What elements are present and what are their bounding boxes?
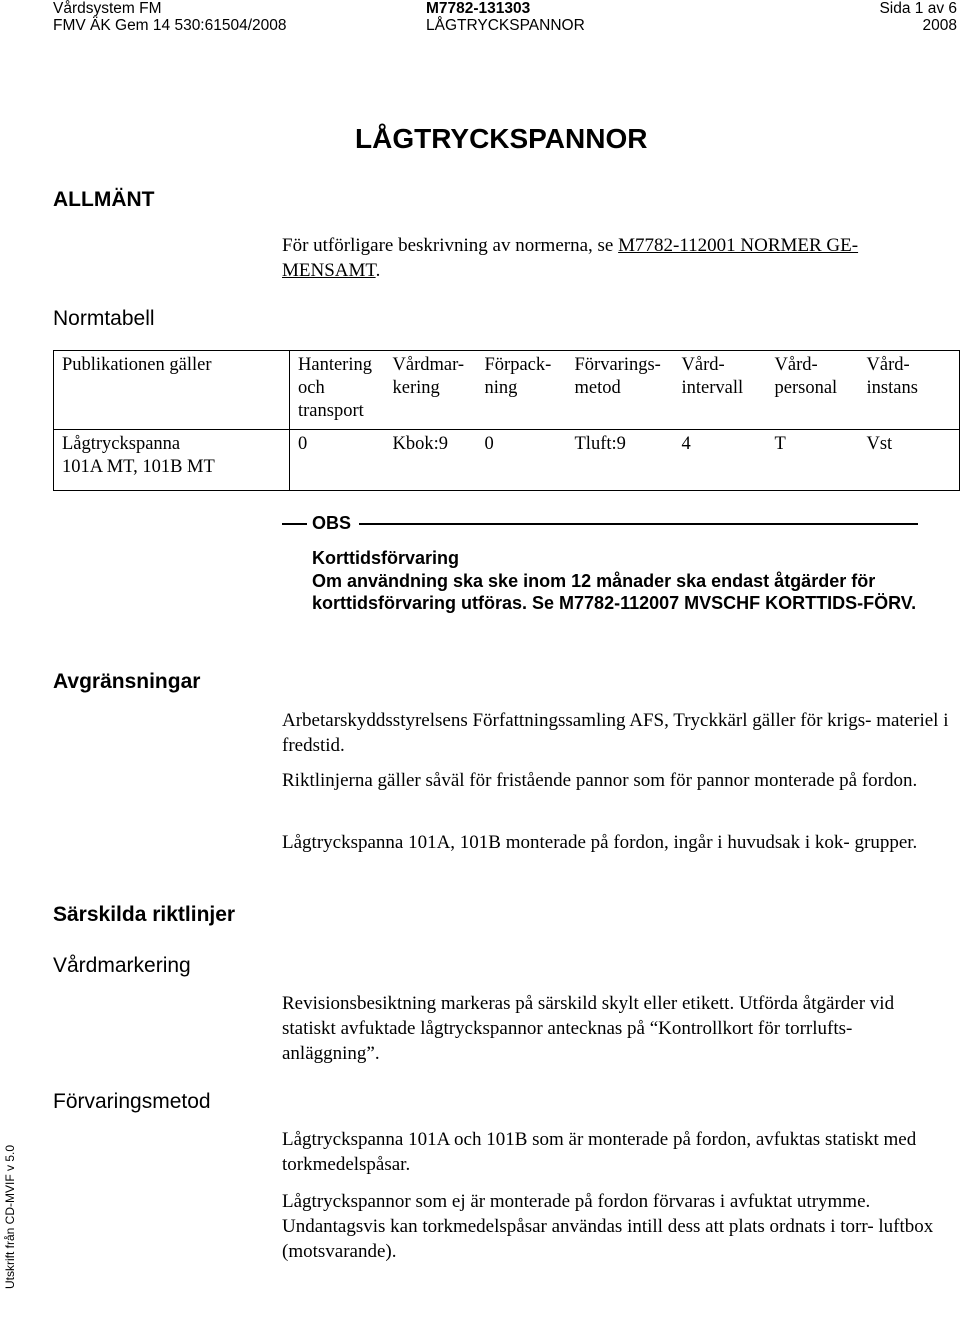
- forvaringsmetod-p2: Lågtryckspannor som ej är monterade på fordon förvaras i avfuktat utrymme. Undantagsvis kan torkmedelspåsar användas intill dess att plats ordnats i torr- luftbox (motsvarande).: [282, 1191, 934, 1262]
- obs-box: [312, 547, 932, 615]
- table-cell-forpackning: 0: [477, 430, 567, 491]
- table-cell-forvaringsmetod: Tluft:9: [567, 430, 674, 491]
- header-doc-title: LÅGTRYCKSPANNOR: [426, 17, 585, 34]
- table-cell-vardinstans: Vst: [859, 430, 960, 491]
- table-header-hantering: Hantering och transport: [290, 351, 385, 430]
- header-doc-number: M7782-131303: [426, 0, 531, 17]
- table-header-forvaringsmetod: Förvarings- metod: [567, 351, 674, 430]
- table-header-row: [54, 351, 960, 430]
- normer-link[interactable]: M7782-112001 NORMER GE-: [618, 235, 859, 256]
- table-cell-vardpersonal: T: [767, 430, 859, 491]
- avgransningar-p2: Riktlinjerna gäller såväl för fristående pannor som för pannor monterade på fordon.: [282, 770, 918, 791]
- header-page: Sida 1 av 6: [879, 0, 957, 17]
- header-system: Vårdsystem FM: [53, 0, 162, 17]
- section-vardmarkering: Vårdmarkering: [53, 954, 191, 977]
- allmant-text-end: .: [375, 260, 381, 281]
- obs-rule-left: [282, 523, 307, 525]
- table-cell-pub-line1: Lågtryckspanna: [62, 434, 181, 454]
- normer-link-cont[interactable]: MENSAMT: [282, 260, 376, 281]
- table-cell-pub: [54, 430, 290, 491]
- table-header-vardpersonal: Vård- personal: [767, 351, 859, 430]
- obs-heading: Korttidsförvaring: [312, 548, 460, 568]
- section-forvaringsmetod: Förvaringsmetod: [53, 1090, 211, 1113]
- section-normtabell: Normtabell: [53, 307, 155, 330]
- table-cell-vardintervall: 4: [674, 430, 767, 491]
- section-avgransningar: Avgränsningar: [53, 670, 201, 693]
- avgransningar-p1: Arbetarskyddsstyrelsens Författningssamling AFS, Tryckkärl gäller för krigs- materiel i fredstid.: [282, 710, 949, 756]
- table-header-vardintervall: Vård- intervall: [674, 351, 767, 430]
- forvaringsmetod-p1: Lågtryckspanna 101A och 101B som är monterade på fordon, avfuktas statiskt med torkmedelspåsar.: [282, 1129, 917, 1175]
- allmant-text-lead: För utförligare beskrivning av normerna, se: [282, 235, 619, 256]
- header-fmv-ref: FMV ÄK Gem 14 530:61504/2008: [53, 17, 287, 34]
- obs-body: Om användning ska ske inom 12 månader ska endast åtgärder för korttidsförvaring utföras. Se M7782-112007 MVSCHF KORTTIDS-FÖRV.: [312, 570, 917, 613]
- side-stamp-text: Utskrift från CD-MVIF v 5.0: [3, 1144, 17, 1290]
- obs-rule-right: [359, 523, 918, 525]
- table-row: [54, 430, 960, 491]
- avgransningar-p3: Lågtryckspanna 101A, 101B monterade på fordon, ingår i huvudsak i kok- grupper.: [282, 832, 918, 853]
- norm-table: [53, 350, 960, 491]
- page-title: LÅGTRYCKSPANNOR: [355, 123, 648, 154]
- table-header-pub: Publikationen gäller: [54, 351, 290, 430]
- side-stamp: [0, 1125, 16, 1315]
- table-cell-pub-line2: 101A MT, 101B MT: [62, 457, 215, 477]
- section-sarskilda-riktlinjer: Särskilda riktlinjer: [53, 903, 236, 926]
- table-header-vardmarkering: Vårdmar- kering: [385, 351, 477, 430]
- table-cell-hantering: 0: [290, 430, 385, 491]
- table-cell-vardmarkering: Kbok:9: [385, 430, 477, 491]
- table-header-forpackning: Förpack- ning: [477, 351, 567, 430]
- vardmarkering-text: Revisionsbesiktning markeras på särskild skylt eller etikett. Utförda åtgärder vid statiskt avfuktade lågtryckspannor antecknas på “Kontrollkort för torrlufts- anläggning”.: [282, 993, 895, 1064]
- table-header-vardinstans: Vård- instans: [859, 351, 960, 430]
- section-allmant: ALLMÄNT: [53, 188, 155, 211]
- header-year: 2008: [922, 17, 957, 34]
- obs-label: OBS: [312, 513, 352, 533]
- allmant-text: [282, 233, 952, 283]
